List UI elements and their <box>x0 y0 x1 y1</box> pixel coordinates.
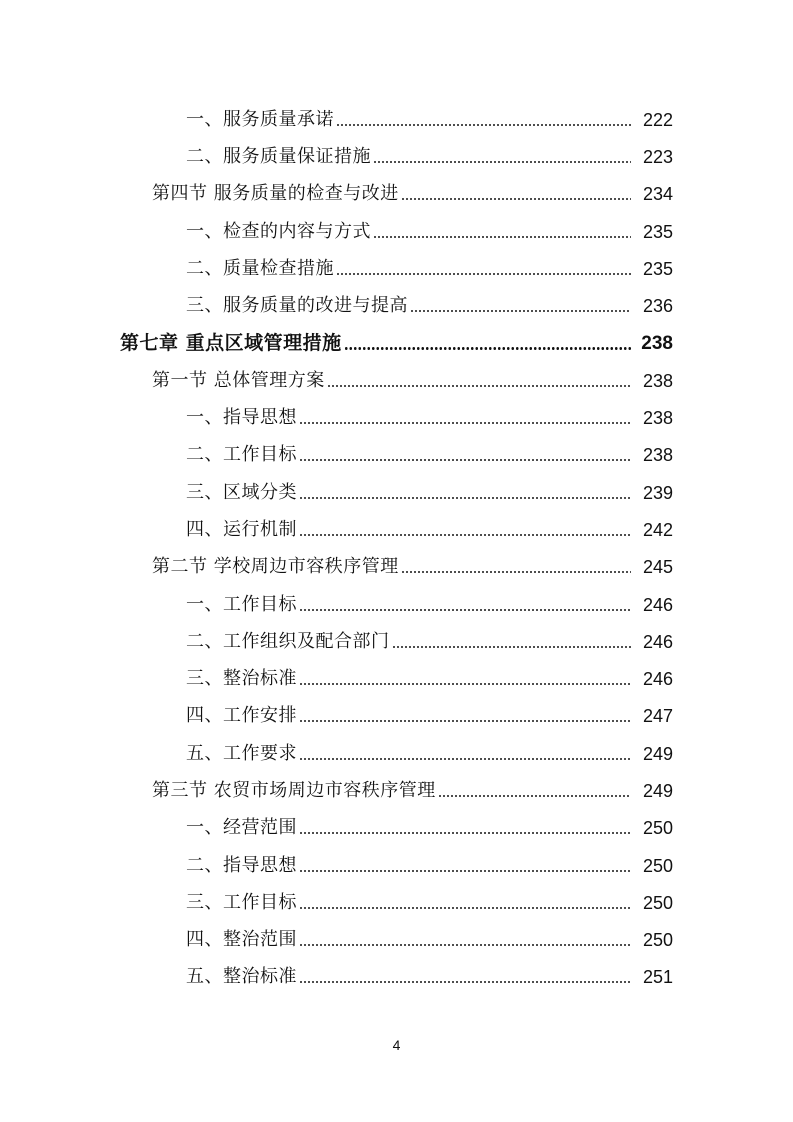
dot-leader <box>392 646 632 648</box>
dot-leader <box>299 683 631 685</box>
toc-entry-label: 第四节 服务质量的检查与改进 <box>152 183 399 205</box>
toc-entry-section[interactable] <box>0 847 793 884</box>
toc-entry-label: 一、检查的内容与方式 <box>186 220 371 242</box>
toc-entry-section[interactable] <box>0 922 793 959</box>
toc-entry-label: 第三节 农贸市场周边市容秩序管理 <box>152 779 436 801</box>
toc-entry-section[interactable] <box>0 810 793 847</box>
dot-leader <box>401 198 631 200</box>
toc-entry-chapter[interactable] <box>0 325 793 362</box>
toc-entry-section[interactable] <box>0 213 793 250</box>
toc-entry-subsection[interactable] <box>0 362 793 399</box>
toc-entry-page-number: 246 <box>642 669 673 690</box>
toc-entry-label: 第七章 重点区域管理措施 <box>120 331 342 354</box>
toc-entry-page-number: 236 <box>642 296 673 317</box>
toc-entry-page-number: 250 <box>642 892 673 913</box>
toc-entry-subsection[interactable] <box>0 176 793 213</box>
dot-leader <box>438 795 631 797</box>
toc-entry-page-number: 249 <box>642 780 673 801</box>
toc-entry-section[interactable] <box>0 660 793 697</box>
toc-entry-subsection[interactable] <box>0 549 793 586</box>
toc-entry-section[interactable] <box>0 437 793 474</box>
toc-entry-section[interactable] <box>0 250 793 287</box>
page-number: 4 <box>392 1037 401 1053</box>
toc-entry-page-number: 223 <box>642 146 673 167</box>
toc-entry-label: 二、工作组织及配合部门 <box>186 630 390 652</box>
toc-entry-label: 第二节 学校周边市容秩序管理 <box>152 556 399 578</box>
dot-leader <box>327 385 631 387</box>
dot-leader <box>373 236 631 238</box>
dot-leader <box>299 609 631 611</box>
toc-entry-label: 五、工作要求 <box>186 742 297 764</box>
toc-entry-label: 四、整治范围 <box>186 929 297 951</box>
toc-entry-page-number: 238 <box>642 445 673 466</box>
toc-entry-section[interactable] <box>0 138 793 175</box>
toc-entry-page-number: 246 <box>642 631 673 652</box>
toc-entry-label: 二、服务质量保证措施 <box>186 145 371 167</box>
dot-leader <box>299 534 631 536</box>
toc-entry-page-number: 246 <box>642 594 673 615</box>
dot-leader <box>299 907 631 909</box>
dot-leader <box>344 347 631 350</box>
toc-entry-label: 四、运行机制 <box>186 518 297 540</box>
toc-entry-label: 三、区域分类 <box>186 481 297 503</box>
dot-leader <box>299 720 631 722</box>
dot-leader <box>299 832 631 834</box>
toc-entry-label: 五、整治标准 <box>186 966 297 988</box>
dot-leader <box>336 124 631 126</box>
toc-entry-page-number: 249 <box>642 743 673 764</box>
toc-entry-label: 一、指导思想 <box>186 407 297 429</box>
dot-leader <box>336 273 631 275</box>
dot-leader <box>299 944 631 946</box>
dot-leader <box>299 758 631 760</box>
dot-leader <box>299 497 631 499</box>
toc-entry-page-number: 238 <box>642 370 673 391</box>
toc-entry-page-number: 234 <box>642 184 673 205</box>
toc-entry-label: 一、经营范围 <box>186 817 297 839</box>
toc-entry-label: 三、服务质量的改进与提高 <box>186 295 408 317</box>
dot-leader <box>299 981 631 983</box>
toc-entry-subsection[interactable] <box>0 772 793 809</box>
toc-entry-page-number: 238 <box>641 332 673 354</box>
toc-entry-page-number: 250 <box>642 855 673 876</box>
toc-entry-section[interactable] <box>0 101 793 138</box>
dot-leader <box>299 422 631 424</box>
toc-entry-label: 第一节 总体管理方案 <box>152 369 325 391</box>
toc-entry-label: 二、质量检查措施 <box>186 257 334 279</box>
dot-leader <box>299 459 631 461</box>
toc-entry-label: 二、工作目标 <box>186 444 297 466</box>
toc-entry-section[interactable] <box>0 287 793 324</box>
dot-leader <box>401 571 631 573</box>
toc-entry-page-number: 238 <box>642 408 673 429</box>
toc-entry-section[interactable] <box>0 474 793 511</box>
toc-entry-section[interactable] <box>0 586 793 623</box>
toc-entry-section[interactable] <box>0 959 793 996</box>
table-of-contents <box>0 101 793 996</box>
dot-leader <box>373 161 631 163</box>
toc-entry-page-number: 250 <box>642 930 673 951</box>
toc-entry-page-number: 242 <box>642 519 673 540</box>
toc-entry-page-number: 247 <box>642 706 673 727</box>
toc-entry-page-number: 235 <box>642 258 673 279</box>
dot-leader <box>410 310 631 312</box>
toc-entry-section[interactable] <box>0 698 793 735</box>
toc-entry-page-number: 251 <box>642 967 673 988</box>
toc-entry-label: 一、工作目标 <box>186 593 297 615</box>
toc-entry-section[interactable] <box>0 735 793 772</box>
toc-entry-page-number: 245 <box>642 557 673 578</box>
toc-entry-label: 二、指导思想 <box>186 854 297 876</box>
toc-entry-section[interactable] <box>0 884 793 921</box>
dot-leader <box>299 870 631 872</box>
toc-entry-page-number: 235 <box>642 221 673 242</box>
toc-entry-label: 三、工作目标 <box>186 891 297 913</box>
toc-entry-label: 三、整治标准 <box>186 668 297 690</box>
toc-entry-page-number: 250 <box>642 818 673 839</box>
toc-entry-page-number: 222 <box>642 109 673 130</box>
toc-entry-label: 四、工作安排 <box>186 705 297 727</box>
toc-entry-section[interactable] <box>0 623 793 660</box>
toc-entry-section[interactable] <box>0 511 793 548</box>
toc-entry-section[interactable] <box>0 399 793 436</box>
toc-entry-page-number: 239 <box>642 482 673 503</box>
toc-entry-label: 一、服务质量承诺 <box>186 108 334 130</box>
